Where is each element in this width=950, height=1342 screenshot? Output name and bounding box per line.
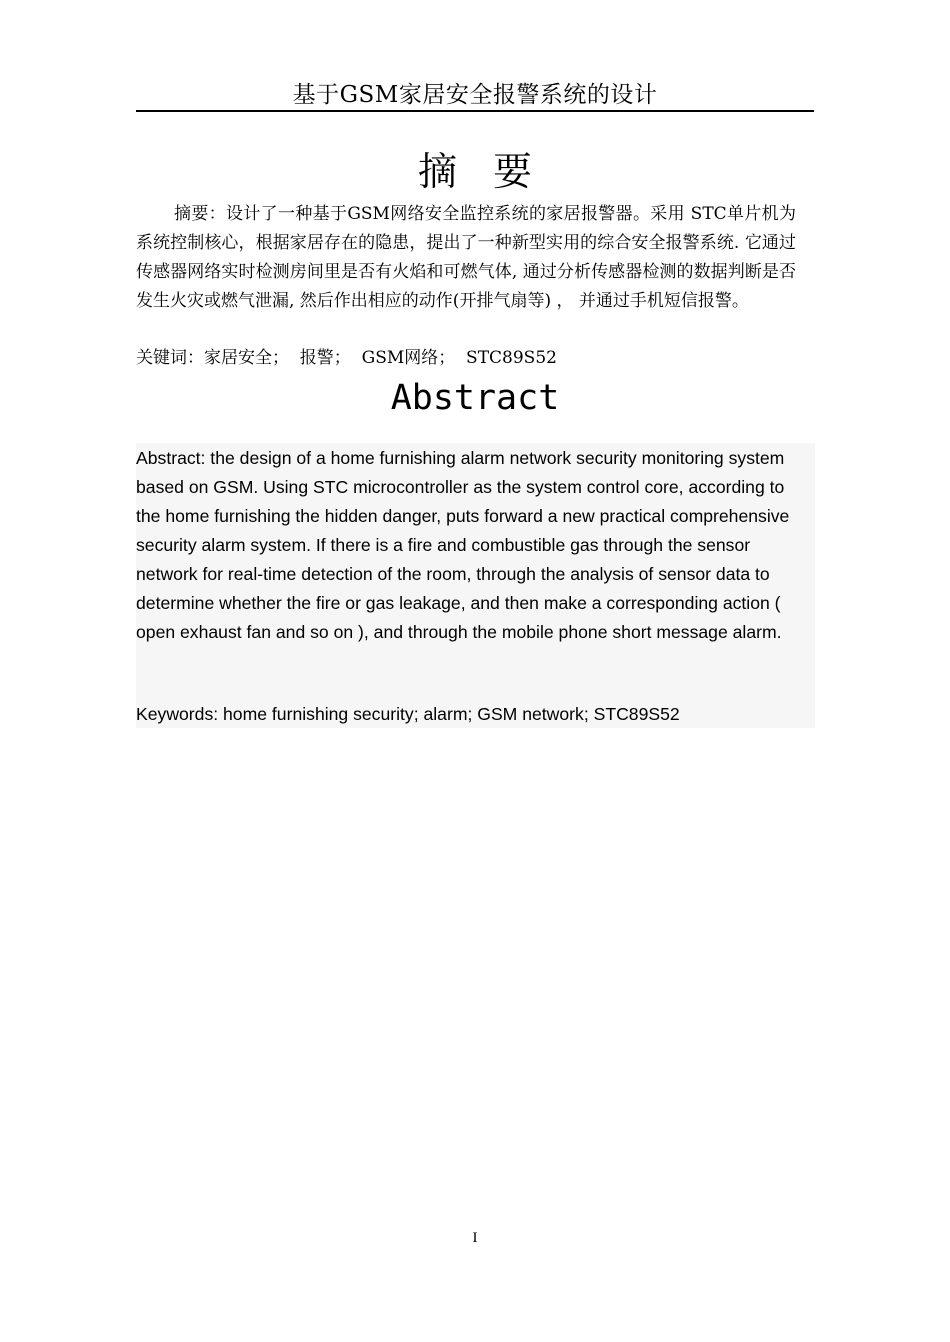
chinese-abstract-body: 摘要：设计了一种基于GSM网络安全监控系统的家居报警器。采用 STC单片机为系统控制核心，根据家居存在的隐患，提出了一种新型实用的综合安全报警系统. 它通过传感器网络实时检测房间里是否有火焰和可燃气体, 通过分析传感器检测的数据判断是否发生火灾或燃气泄漏, 然后作出相应的动作(开排气扇等) ， 并通过手机短信报警。	[136, 204, 796, 311]
chinese-keywords-list: 家居安全； 报警； GSM网络； STC89S52	[204, 348, 557, 368]
chinese-abstract-title: 摘要	[417, 150, 568, 195]
chinese-keywords	[136, 344, 814, 373]
running-header: 基于GSM家居安全报警系统的设计	[292, 82, 658, 108]
page-number: I	[472, 1230, 478, 1246]
header-divider	[136, 110, 814, 112]
english-keywords: Keywords: home furnishing security; alarm; GSM network; STC89S52	[136, 704, 680, 724]
chinese-keywords-label: 关键词：	[136, 348, 204, 368]
english-abstract-title: Abstract	[390, 378, 560, 418]
english-abstract-body: Abstract: the design of a home furnishing alarm network security monitoring system based on GSM. Using STC microcontroller as the system control core, according to the home furnishing the hidden danger, puts forward a new practical comprehensive security alarm system. If there is a fire and combustible gas through the sensor network for real-time detection of the room, through the analysis of sensor data to determine whether the fire or gas leakage, and then make a corresponding action ( open exhaust fan and so on ), and through the mobile phone short message alarm.	[136, 448, 790, 642]
